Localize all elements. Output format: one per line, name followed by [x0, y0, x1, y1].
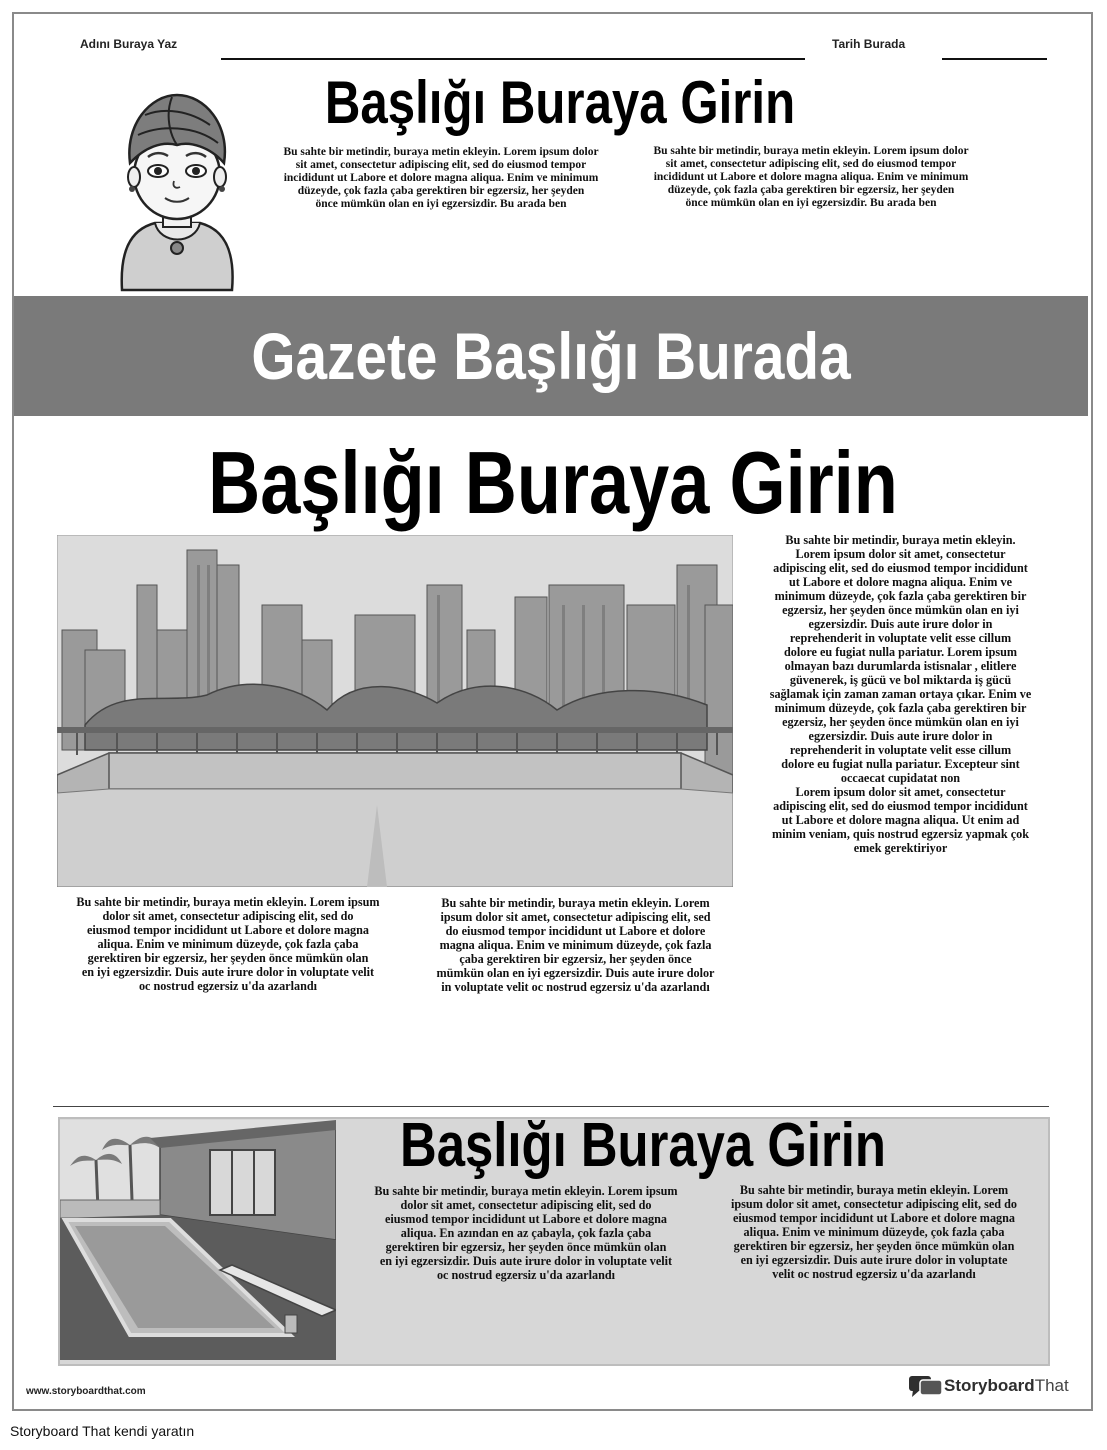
newspaper-title: Gazete Başlığı Burada — [251, 319, 851, 393]
top-article-title: Başlığı Buraya Girin — [324, 69, 796, 136]
main-article-title: Başlığı Buraya Girin — [208, 433, 898, 532]
pool-illustration — [60, 1120, 336, 1360]
masthead-banner — [14, 296, 1088, 416]
city-rooftop-illustration — [57, 535, 733, 887]
top-article-col2: Bu sahte bir metindir, buraya metin ekleyin. Lorem ipsum dolor sit amet, consectetur adipiscing elit, sed do eiusmod tempor incididunt ut Labore et dolore magna aliqua. Enim ve minimum düzeyde, çok fazla çaba gerektiren bir egzersiz, her şeyden önce mümkün olan en iyi egzersizdir. Bu arada ben — [653, 145, 969, 209]
speech-bubbles-icon — [908, 1374, 944, 1398]
name-label: Adını Buraya Yaz — [80, 37, 178, 51]
bottom-article-title: Başlığı Buraya Girin — [400, 1111, 886, 1180]
page-caption: Storyboard That kendi yaratın — [10, 1423, 195, 1439]
bottom-article-col2: Bu sahte bir metindir, buraya metin ekleyin. Lorem ipsum dolor sit amet, consectetur adipiscing elit, sed do eiusmod tempor incididunt ut Labore et dolore magna aliqua. Enim ve minimum düzeyde, çok fazla çaba gerektiren bir egzersiz, her şeyden önce mümkün olan en iyi egzersizdir. Duis aute irure dolor in voluptate velit oc nostrud egzersiz u'da azarlandı — [731, 1183, 1017, 1281]
brand-storyboard: Storyboard — [944, 1376, 1035, 1395]
character-illustration — [110, 85, 245, 295]
bottom-article-col1: Bu sahte bir metindir, buraya metin ekleyin. Lorem ipsum dolor sit amet, consectetur adipiscing elit, sed do eiusmod tempor incididunt ut Labore et dolore magna aliqua. En azından en az çabayla, çok fazla çaba gerektiren bir egzersiz, her şeyden önce mümkün olan en iyi egzersizdir. Duis aute irure dolor in voluptate velit oc nostrud egzersiz u'da azarlandı — [374, 1184, 678, 1282]
main-article-col2: Bu sahte bir metindir, buraya metin ekleyin. Lorem ipsum dolor sit amet, consectetur adipiscing elit, sed do eiusmod tempor incididunt ut Labore et dolore magna aliqua. Enim ve minimum düzeyde, çok fazla çaba gerektiren bir egzersiz, her şeyden önce mümkün olan en iyi egzersizdir. Duis aute irure dolor in voluptate velit oc nostrud egzersiz u'da azarlandı — [436, 896, 715, 994]
main-article-col1: Bu sahte bir metindir, buraya metin ekleyin. Lorem ipsum dolor sit amet, consectetur adipiscing elit, sed do eiusmod tempor incididunt ut Labore et dolore magna aliqua. Enim ve minimum düzeyde, çok fazla çaba gerektiren bir egzersiz, her şeyden önce mümkün olan en iyi egzersizdir. Duis aute irure dolor in voluptate velit oc nostrud egzersiz u'da azarlandı — [76, 895, 380, 993]
section-divider — [53, 1106, 1049, 1107]
name-line — [221, 58, 805, 60]
top-article-col1: Bu sahte bir metindir, buraya metin ekleyin. Lorem ipsum dolor sit amet, consectetur adipiscing elit, sed do eiusmod tempor incididunt ut Labore et dolore magna aliqua. Enim ve minimum düzeyde, çok fazla çaba gerektiren bir egzersiz, her şeyden önce mümkün olan en iyi egzersizdir. Bu arada ben — [283, 146, 599, 210]
main-article-side-text: Bu sahte bir metindir, buraya metin ekleyin. Lorem ipsum dolor sit amet, consectetur adipiscing elit, sed do eiusmod tempor incididunt ut Labore et dolore magna aliqua. Enim ve minimum düzeyde, çok fazla çaba gerektiren bir egzersiz, her şeyden önce mümkün olan en iyi egzersizdir. Duis aute irure dolor in reprehenderit in voluptate velit esse cillum dolore eu fugiat nulla pariatur. Lorem ipsum olmayan bazı durumlarda istisnalar , elitlere güvenerek, iş gücü ve bol miktarda iş gücü sağlamak için zaman zaman ortaya çıkar. Enim ve minimum düzeyde, çok fazla çaba gerektiren bir egzersiz, her şeyden önce mümkün olan en iyi egzersizdir. Duis aute irure dolor in reprehenderit in voluptate velit esse cillum dolore eu fugiat nulla pariatur. Excepteur sint occaecat cupidatat non Lorem ipsum dolor sit amet, consectetur adipiscing elit, sed do eiusmod tempor incididunt ut Labore et dolore magna aliqua. Ut enim ad minim veniam, quis nostrud egzersiz yapmak çok emek gerektiriyor — [769, 533, 1032, 855]
date-label: Tarih Burada — [832, 37, 906, 51]
storyboardthat-logo[interactable] — [908, 1374, 1069, 1398]
date-line — [942, 58, 1047, 60]
footer-url[interactable]: www.storyboardthat.com — [26, 1386, 146, 1397]
brand-that: That — [1034, 1376, 1069, 1395]
